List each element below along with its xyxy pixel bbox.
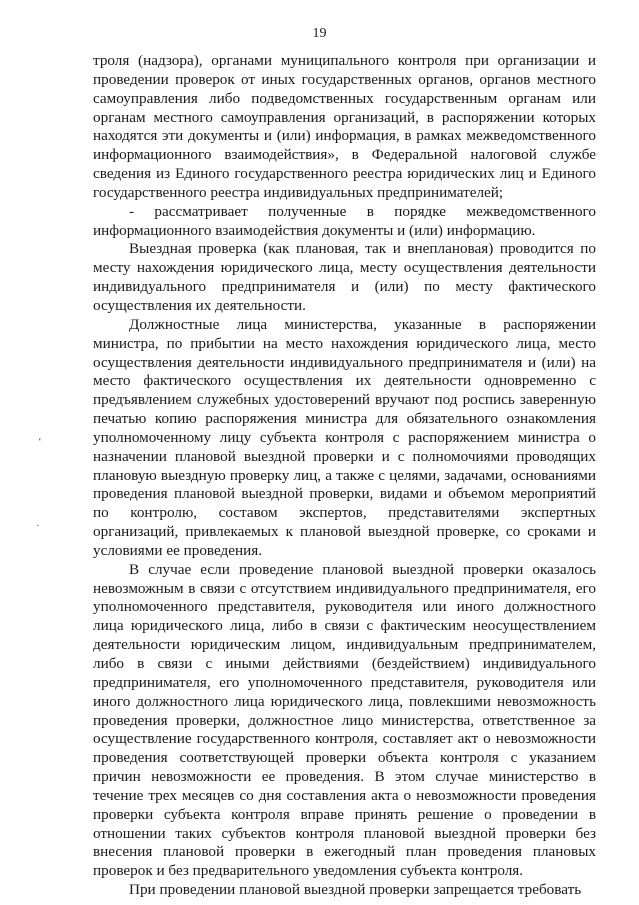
paragraph: В случае если проведение плановой выездной проверки оказалось невозможным в связи с отсутствием индивидуального предпринимателя, его уполномоченного представителя, руководителя или иного должностного лица юридического лица, либо в связи с фактическим неосуществлением деятельности юридическим лицом, индивидуальным предпринимателем, либо в связи с иными действиями (бездействием) индивидуального предпринимателя, его уполномоченного представителя, руководителя или иного должностного лица юридического лица, повлекшими невозможность проведения проверки, должностное лицо министерства, ответственное за осуществление государственного контроля, составляет акт о невозможности проведения соответствующей проверки объекта контроля с указанием причин невозможности ее проведения. В этом случае министерство в течение трех месяцев со дня составления акта о невозможности проведения проверки субъекта контроля вправе принять решение о проведении в отношении таких субъектов контроля плановой выездной проверки без внесения плановой проверки в ежегодный план проведения плановых проверок и без предварительного уведомления субъекта контроля. <box>93 560 596 880</box>
scan-mark: ‘ <box>38 436 42 448</box>
paragraph: Выездная проверка (как плановая, так и внеплановая) проводится по месту нахождения юридического лица, месту осуществления деятельности индивидуального предпринимателя и (или) по месту фактического осуществления их деятельности. <box>93 240 596 314</box>
paragraph: Должностные лица министерства, указанные в распоряжении министра, по прибытии на место нахождения юридического лица, место осуществления деятельности индивидуального предпринимателя и (или) на место фактического осуществления их деятельности одновременно с предъявлением служебных удостоверений вручают под роспись заверенную печатью копию распоряжения министра для обязательного ознакомления уполномоченному лицу субъекта контроля с распоряжением министра о назначении плановой выездной проверки и с полномочиями проводящих плановую выездную проверку лиц, а также с целями, задачами, основаниями проведения плановой выездной проверки, видами и объемом мероприятий по контролю, составом экспертов, представителями экспертных организаций, привлекаемых к плановой выездной проверке, со сроками и условиями ее проведения. <box>93 315 596 559</box>
page-number: 19 <box>312 26 327 41</box>
scan-mark: · <box>36 520 40 532</box>
paragraph: троля (надзора), органами муниципального контроля при организации и проведении проверок от иных государственных органов, органов местного самоуправления либо подведомственных государственным органам или органам местного самоуправления организаций, в распоряжении которых находятся эти документы и (или) информация, в рамках межведомственного информационного взаимодействия», в Федеральной налоговой службе сведения из Единого государственного реестра юридических лиц и Единого государственного реестра индивидуальных предпринимателей; <box>93 52 596 201</box>
list-item: - рассматривает полученные в порядке межведомственного информационного взаимодействия документы и (или) информацию. <box>93 202 596 239</box>
document-body <box>93 52 596 900</box>
paragraph: При проведении плановой выездной проверки запрещается требовать <box>129 881 582 899</box>
